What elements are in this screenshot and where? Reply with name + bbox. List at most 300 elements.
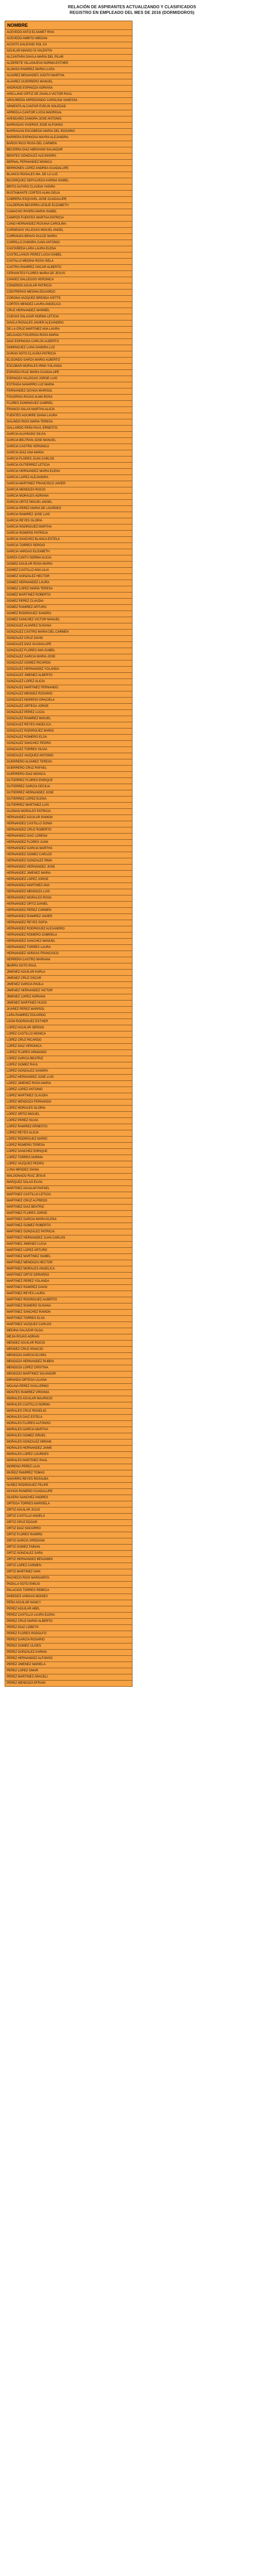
table-row [5, 283, 133, 290]
table-row [5, 438, 133, 444]
name-cell: GUTIERREZ GARCIA CECILIA [5, 784, 133, 790]
name-cell: JIMENEZ HERNANDEZ VICTOR [5, 988, 133, 994]
table-row [5, 840, 133, 846]
table-row [5, 766, 133, 772]
name-cell: GOMEZ RAMIREZ ARTURO [5, 605, 133, 611]
table-row [5, 1075, 133, 1081]
table-row [5, 617, 133, 623]
table-row [5, 277, 133, 283]
table-row [5, 1019, 133, 1025]
table-row [5, 605, 133, 611]
table-row [5, 1365, 133, 1371]
name-cell: ORTIZ MARTINEZ IVAN [5, 1569, 133, 1575]
name-cell: MARTINEZ SANCHEZ RAMON [5, 1310, 133, 1316]
name-cell: LOPEZ HERNANDEZ JOSE LUIS [5, 1075, 133, 1081]
name-cell: AGUILAR MANSO SI VALENTIN [5, 48, 133, 55]
table-row [5, 129, 133, 135]
name-cell: LOPEZ SANCHEZ ENRIQUE [5, 1149, 133, 1155]
table-row [5, 586, 133, 592]
table-row [5, 698, 133, 704]
name-cell: HERNANDEZ SANCHEZ MANUEL [5, 939, 133, 945]
name-cell: GALLARDO PEÑA RAUL ERNESTO [5, 426, 133, 432]
name-cell: HERNANDEZ CASTILLO SONIA [5, 821, 133, 827]
table-row [5, 1106, 133, 1112]
document-title: RELACIÓN DE ASPIRANTES ACTUALIZANDO Y CLASIFICADOS [68, 5, 196, 9]
table-row [5, 1112, 133, 1118]
table-row [5, 1235, 133, 1242]
table-row [5, 518, 133, 524]
table-row [5, 1483, 133, 1489]
name-cell: GOMEZ AGUILAR ROSA MARIA [5, 562, 133, 568]
name-cell: CABRERA ESQUIVEL JOSE GUADALUPE [5, 197, 133, 203]
name-cell: ORTIZ DIAZ SOCORRO [5, 1526, 133, 1532]
table-row [5, 79, 133, 86]
table-row [5, 265, 133, 271]
table-row [5, 1650, 133, 1656]
name-cell: PEREZ FLORES RODOLFO [5, 1631, 133, 1637]
name-cell: HERNANDEZ ROMERO GABRIELA [5, 933, 133, 939]
table-row [5, 345, 133, 351]
table-row [5, 691, 133, 698]
table-row [5, 821, 133, 827]
table-row [5, 1464, 133, 1470]
name-cell: GARCIA VARGAS ELIZABETH [5, 549, 133, 555]
table-row [5, 481, 133, 487]
name-cell: NUÑEZ RODRIGUEZ FELIPE [5, 1483, 133, 1489]
name-cell: HERNANDEZ TORRES LAURA [5, 945, 133, 951]
table-row [5, 1056, 133, 1062]
table-row [5, 314, 133, 320]
name-cell: BENITEZ GONZALEZ ALEJANDRA [5, 154, 133, 160]
table-row [5, 630, 133, 636]
table-row [5, 426, 133, 432]
name-cell: ESTRADA NAVARRO LUZ MARIA [5, 382, 133, 388]
name-cell: PADILLA SOTO EMILIO [5, 1582, 133, 1588]
table-row [5, 463, 133, 469]
name-cell: MENDEZ AGUILAR ROCIO [5, 1341, 133, 1347]
table-row [5, 716, 133, 722]
table-row [5, 184, 133, 191]
table-row [5, 914, 133, 920]
name-cell: MARTINEZ AGUILAR RAFAEL [5, 1186, 133, 1192]
name-cell: GARCIA MARTINEZ FRANCISCO JAVIER [5, 481, 133, 487]
table-row [5, 549, 133, 555]
name-cell: PEREZ GOMEZ ULISES [5, 1643, 133, 1650]
name-cell: MENDOZA MARTINEZ SALVADOR [5, 1371, 133, 1378]
name-cell: ESPINOZA VILLEGAS JORGE LUIS [5, 376, 133, 382]
name-cell: GONZALEZ MENDEZ ROSARIO [5, 691, 133, 698]
table-row [5, 290, 133, 296]
name-cell: CANO HERNANDEZ ROXANA CAROLINA [5, 222, 133, 228]
name-cell: ORTIZ CRUZ EDGAR [5, 1520, 133, 1526]
name-cell: HERNANDEZ RODRIGUEZ ALEJANDRO [5, 926, 133, 933]
name-cell: MARTINEZ CASTILLO LETICIA [5, 1192, 133, 1198]
table-row [5, 1229, 133, 1235]
table-row [5, 1613, 133, 1619]
table-row [5, 970, 133, 976]
table-row [5, 871, 133, 877]
table-row [5, 599, 133, 605]
table-row [5, 1062, 133, 1069]
table-row [5, 1371, 133, 1378]
name-cell: IBARRA SOTO RAUL [5, 963, 133, 970]
table-row [5, 358, 133, 364]
name-cell: BARRAGAN ESCOBEDO MARIA DEL ROSARIO [5, 129, 133, 135]
table-row [5, 178, 133, 184]
table-row [5, 710, 133, 716]
name-cell: GONZALEZ CASTRO MARIA DEL CARMEN [5, 630, 133, 636]
document-subtitle: REGISTRO EN EMPLEADO DEL MES DE 2016 (DORMIDOROS) [69, 10, 195, 15]
name-cell: BRITO ALFARO CLAUDIA YADIRA [5, 184, 133, 191]
column-header-name: NOMBRE [5, 21, 133, 30]
table-row [5, 116, 133, 123]
table-row [5, 1662, 133, 1668]
table-row [5, 1514, 133, 1520]
table-row [5, 382, 133, 388]
table-row [5, 1347, 133, 1353]
name-cell: GOMEZ PEREZ CLAUDIA [5, 599, 133, 605]
name-cell: MORALES HERNANDEZ JAIME [5, 1446, 133, 1452]
name-cell: GONZALEZ HERNANDEZ YOLANDA [5, 667, 133, 673]
header-row [5, 21, 133, 30]
table-row [5, 1594, 133, 1600]
table-row [5, 1013, 133, 1019]
name-cell: CERVANTES FLORES MARIA DE JESUS [5, 271, 133, 277]
name-cell: OCHOA ROMERO GUADALUPE [5, 1489, 133, 1495]
name-cell: HERNANDEZ GONZALEZ IRMA [5, 858, 133, 865]
table-row [5, 1124, 133, 1130]
table-row [5, 1588, 133, 1594]
table-row [5, 104, 133, 110]
name-cell: PEREZ GONZALEZ KARINA [5, 1650, 133, 1656]
name-cell: MARTINEZ GOMEZ ROBERTO [5, 1223, 133, 1229]
table-row [5, 1149, 133, 1155]
name-cell: HERNANDEZ AGUILAR RAMON [5, 815, 133, 821]
table-row [5, 135, 133, 141]
table-row [5, 790, 133, 796]
table-row [5, 376, 133, 382]
name-cell: GONZALEZ CRUZ DAVID [5, 636, 133, 642]
name-cell: GARCIA SANCHEZ BLANCA ESTELA [5, 537, 133, 543]
name-cell: CAMPOS FUENTES MARTHA PATRICIA [5, 215, 133, 222]
name-cell: GONZALEZ ROMERO ELSA [5, 735, 133, 741]
name-cell: BARRERA ESPINOSA MAYRA ALEJANDRA [5, 135, 133, 141]
name-cell: HERNANDEZ MORALES ROSA [5, 895, 133, 902]
name-cell: GARCIA MORALES ADRIANA [5, 494, 133, 500]
table-row [5, 98, 133, 104]
name-cell: MEDINA SALAZAR OLGA [5, 1328, 133, 1334]
table-row [5, 685, 133, 691]
name-cell: MARTINEZ REYES LAURA [5, 1291, 133, 1297]
table-row [5, 444, 133, 450]
name-cell: ESCOBAR MORALES IRMA YOLANDA [5, 364, 133, 370]
name-cell: LOPEZ ROMERO TERESA [5, 1143, 133, 1149]
name-cell: ACEVEDO ANTO ELSAMET RIVA [5, 30, 133, 36]
table-row [5, 1668, 133, 1674]
name-cell: ALDERETE VILLANUEVA NORMA ESTHER [5, 61, 133, 67]
name-cell: MENDOZA GARCIA ELVIRA [5, 1353, 133, 1359]
name-cell: FRANCO SALAS MARTHA ALICIA [5, 407, 133, 413]
table-row [5, 370, 133, 376]
name-cell: MARTINEZ DIAZ BEATRIZ [5, 1205, 133, 1211]
name-cell: PEREZ CASTILLO LAURA ELENA [5, 1613, 133, 1619]
name-cell: HERNANDEZ JIMENEZ MARIA [5, 871, 133, 877]
table-row [5, 67, 133, 73]
name-cell: PEÑA AGUILAR NANCY [5, 1600, 133, 1606]
name-cell: DIAZ ESPINOSA CARLOS ALBERTO [5, 339, 133, 345]
table-row [5, 1186, 133, 1192]
table-row [5, 500, 133, 506]
name-cell: LOPEZ AGUILAR SERGIO [5, 1025, 133, 1031]
name-cell: ORTIZ LOPEZ CARMEN [5, 1563, 133, 1569]
table-row [5, 747, 133, 753]
name-cell: GUERRERO CRUZ RAFAEL [5, 766, 133, 772]
table-row [5, 1569, 133, 1575]
table-row [5, 388, 133, 395]
name-cell: CRUZ HERNANDEZ MARIBEL [5, 308, 133, 314]
table-row [5, 61, 133, 67]
name-cell: GARCIA DIAZ ANA MARIA [5, 450, 133, 456]
table-row [5, 1167, 133, 1174]
table-row [5, 252, 133, 259]
name-cell: GOMEZ RODRIGUEZ SANDRA [5, 611, 133, 617]
name-cell: MARTINEZ PEREZ YOLANDA [5, 1279, 133, 1285]
name-cell: GOMEZ GONZALEZ HECTOR [5, 574, 133, 580]
table-row [5, 1415, 133, 1421]
table-row [5, 722, 133, 728]
name-cell: ESPARZA RUIZ MARIA GUADALUPE [5, 370, 133, 376]
name-cell: ORTEGA TORRES MARISELA [5, 1501, 133, 1507]
table-row [5, 413, 133, 419]
name-cell: LOPEZ PEREZ SILVIA [5, 1118, 133, 1124]
name-cell: ALVAREZ GUERRERO MANUEL [5, 79, 133, 86]
table-row [5, 1507, 133, 1514]
name-cell: LOPEZ REYES ALICIA [5, 1130, 133, 1137]
name-cell: CARRANZA BRAVO DULCE MARIA [5, 234, 133, 240]
name-cell: MARTINEZ ORTIZ GERARDO [5, 1273, 133, 1279]
name-cell: GOMEZ MARTINEZ ROBERTO [5, 592, 133, 599]
name-cell: JIMENEZ LOPEZ ADRIANA [5, 994, 133, 1001]
table-row [5, 1322, 133, 1328]
table-row [5, 1409, 133, 1415]
table-row [5, 327, 133, 333]
name-cell: BLANCO ROSALES MA. DE LA LUZ [5, 172, 133, 178]
name-cell: HERNANDEZ LOPEZ JORGE [5, 877, 133, 883]
name-cell: ALCANTARA DAVILA MARIA DEL PILAR [5, 55, 133, 61]
table-row [5, 1526, 133, 1532]
name-cell: LOPEZ DIAZ VERONICA [5, 1044, 133, 1050]
table-row [5, 1359, 133, 1365]
table-row [5, 976, 133, 982]
name-cell: LOPEZ RODRIGUEZ MARIO [5, 1137, 133, 1143]
table-row [5, 1495, 133, 1501]
name-cell: HERNANDEZ GARCIA MARTHA [5, 846, 133, 852]
name-cell: GUERRERO DIAZ MONICA [5, 772, 133, 778]
name-cell: MORALES MARTINEZ RAUL [5, 1458, 133, 1464]
name-cell: MORENO PEREZ LILIA [5, 1464, 133, 1470]
name-cell: ORTIZ AGUILAR JULIO [5, 1507, 133, 1514]
name-cell: CISNEROS AGUILAR PATRICIA [5, 283, 133, 290]
table-row [5, 1631, 133, 1637]
name-cell: MORALES DIAZ ESTELA [5, 1415, 133, 1421]
table-row [5, 889, 133, 895]
table-row [5, 1421, 133, 1427]
name-cell: GONZALEZ REYES ANGELICA [5, 722, 133, 728]
name-cell: MORALES AGUILAR MAURICIO [5, 1396, 133, 1402]
table-row [5, 1334, 133, 1341]
table-row [5, 1297, 133, 1303]
table-row [5, 48, 133, 55]
name-cell: ORTIZ CASTILLO ANGELA [5, 1514, 133, 1520]
name-cell: GONZALEZ MARTINEZ FERNANDO [5, 685, 133, 691]
name-cell: PEREZ MARTINEZ ARACELI [5, 1674, 133, 1681]
name-cell: GONZALEZ GOMEZ RICARDO [5, 660, 133, 667]
table-row [5, 895, 133, 902]
table-row [5, 1198, 133, 1205]
table-row [5, 215, 133, 222]
name-cell: MENDOZA LOPEZ CRISTINA [5, 1365, 133, 1371]
name-cell: ORTIZ GOMEZ FABIAN [5, 1545, 133, 1551]
table-row [5, 1260, 133, 1266]
table-row [5, 883, 133, 889]
name-cell: GALINDO RIOS MARIA TERESA [5, 419, 133, 426]
table-row [5, 877, 133, 883]
table-row [5, 728, 133, 735]
name-cell: GARCIA CASTRO VERONICA [5, 444, 133, 450]
table-row [5, 1303, 133, 1310]
name-cell: MOLINA PEREZ GUILLERMO [5, 1384, 133, 1390]
name-cell: ORTIZ GARCIA VIRIDIANA [5, 1538, 133, 1545]
name-cell: MENDEZ CRUZ IGNACIO [5, 1347, 133, 1353]
name-cell: GONZALEZ TORRES SILVIA [5, 747, 133, 753]
name-cell: HERNANDEZ HERNANDEZ JOSE [5, 865, 133, 871]
table-row [5, 1050, 133, 1056]
name-cell: HERNANDEZ PEREZ CARMEN [5, 908, 133, 914]
table-row [5, 469, 133, 475]
name-cell: LOPEZ GONZALEZ SANDRA [5, 1069, 133, 1075]
table-row [5, 1538, 133, 1545]
table-row [5, 296, 133, 302]
table-row [5, 1087, 133, 1093]
table-row [5, 994, 133, 1001]
name-cell: GARCIA TORRES SERGIO [5, 543, 133, 549]
table-row [5, 191, 133, 197]
name-cell: ALVAREZ BENAVIDES JUDITH MARTHA [5, 73, 133, 79]
name-cell: LOPEZ FLORES ARMANDO [5, 1050, 133, 1056]
name-cell: MEJIA ROJAS ADRIAN [5, 1334, 133, 1341]
name-cell: BUSTAMANTE CORTES ALMA DELIA [5, 191, 133, 197]
table-row [5, 673, 133, 679]
name-cell: GARCIA RODRIGUEZ MARTHA [5, 524, 133, 531]
name-cell: JIMENEZ MARTINEZ HUGO [5, 1001, 133, 1007]
name-cell: PALACIOS TORRES REBECA [5, 1588, 133, 1594]
table-row [5, 475, 133, 481]
table-row [5, 512, 133, 518]
table-row [5, 772, 133, 778]
table-row [5, 1099, 133, 1106]
name-cell: GARCIA ORTIZ MIGUEL ANGEL [5, 500, 133, 506]
name-cell: ORTIZ GONZALEZ SARA [5, 1551, 133, 1557]
name-cell: MARTINEZ ROMERO SUSANA [5, 1303, 133, 1310]
name-cell: MARTINEZ CRUZ ALFREDO [5, 1198, 133, 1205]
table-row [5, 865, 133, 871]
name-cell: MARTINEZ GONZALEZ PATRICIA [5, 1229, 133, 1235]
name-cell: GARCIA LOPEZ ALEJANDRA [5, 475, 133, 481]
name-cell: HERRERA CASTRO MARIANA [5, 957, 133, 963]
table-row [5, 271, 133, 277]
name-cell: GONZALEZ DIAZ GUADALUPE [5, 642, 133, 648]
name-cell: DAVILA ROSALES JAVIER ALEJANDRO [5, 320, 133, 327]
table-row [5, 660, 133, 667]
name-cell: OLVERA SANCHEZ ANDRES [5, 1495, 133, 1501]
name-cell: GARCIA ROMERO PATRICIA [5, 531, 133, 537]
name-cell: PEREZ AGUILAR ABEL [5, 1606, 133, 1613]
table-row [5, 1291, 133, 1297]
table-row [5, 1279, 133, 1285]
name-cell: ORTIZ HERNANDEZ BENJAMIN [5, 1557, 133, 1563]
table-row [5, 1619, 133, 1625]
table-row [5, 1285, 133, 1291]
table-row [5, 123, 133, 129]
table-row [5, 432, 133, 438]
table-row [5, 1606, 133, 1613]
name-cell: GUTIERREZ HERNANDEZ JOSE [5, 790, 133, 796]
table-row [5, 543, 133, 549]
table-row [5, 320, 133, 327]
name-cell: MARTINEZ JIMENEZ LUCIA [5, 1242, 133, 1248]
name-cell: JIMENEZ CRUZ OSCAR [5, 976, 133, 982]
name-cell: GONZALEZ ORTEGA JORGE [5, 704, 133, 710]
table-row [5, 302, 133, 308]
table-row [5, 92, 133, 98]
name-cell: GARCIA REYES GLORIA [5, 518, 133, 524]
table-row [5, 1248, 133, 1254]
table-row [5, 141, 133, 147]
name-cell: GONZALEZ JIMENEZ ALBERTO [5, 673, 133, 679]
name-cell: MUÑOZ RAMIREZ TOMAS [5, 1470, 133, 1477]
table-row [5, 259, 133, 265]
table-row [5, 846, 133, 852]
name-cell: ELIZONDO GARZA MARIO ALBERTO [5, 358, 133, 364]
table-row [5, 926, 133, 933]
name-cell: MORALES GONZALEZ MIRIAM [5, 1439, 133, 1446]
name-cell: BERRONES LOPEZ ANDREA GUADALUPE [5, 166, 133, 172]
name-cell: BECERRA DIAZ ABRAHAM SALVADOR [5, 147, 133, 154]
table-row [5, 902, 133, 908]
table-row [5, 1180, 133, 1186]
name-cell: MARTINEZ VAZQUEZ CARLOS [5, 1322, 133, 1328]
table-row [5, 1025, 133, 1031]
name-cell: LEON RODRIGUEZ ESTHER [5, 1019, 133, 1025]
table-row [5, 395, 133, 401]
table-row [5, 920, 133, 926]
name-cell: ACOSTA GALEANO SOL CA [5, 42, 133, 48]
table-row [5, 487, 133, 494]
name-cell: LARA RAMIREZ EDUARDO [5, 1013, 133, 1019]
table-row [5, 166, 133, 172]
name-cell: GUZMAN MORALES PATRICIA [5, 809, 133, 815]
name-cell: ORTIZ FLORES RAMIRO [5, 1532, 133, 1538]
name-cell: GARCIA BELTRAN JOSE MANUEL [5, 438, 133, 444]
name-cell: GUTIERREZ MARTINEZ LUIS [5, 803, 133, 809]
name-cell: ACEVEDO AMBITO MIEDAN [5, 36, 133, 42]
table-row [5, 1582, 133, 1588]
table-row [5, 1143, 133, 1149]
table-row [5, 36, 133, 42]
name-cell: PAREDES VARGAS MOISES [5, 1594, 133, 1600]
table-row [5, 1137, 133, 1143]
table-row [5, 1470, 133, 1477]
